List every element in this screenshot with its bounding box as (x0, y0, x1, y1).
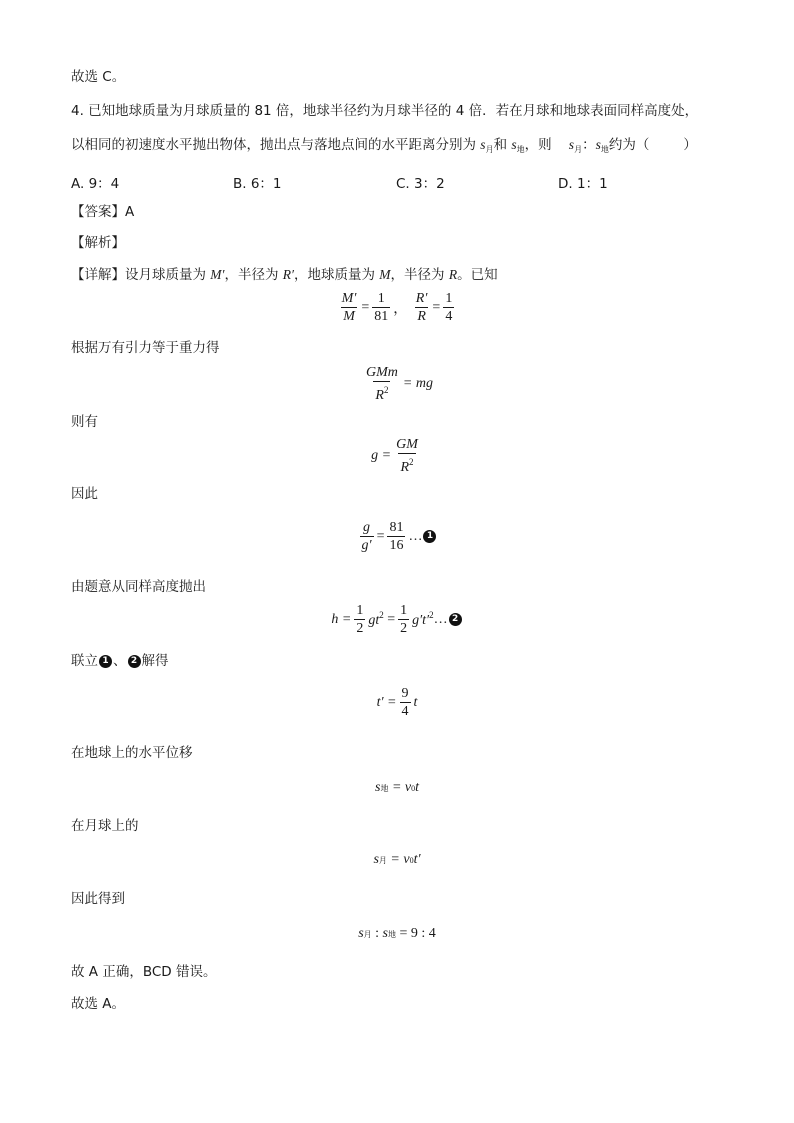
circled-one-icon: 1 (423, 530, 436, 543)
equation-ratio: s 月 : s 地 = 9 : 4 (358, 926, 436, 941)
equation-g: g = $\frac{GM}{R^2}$ (371, 437, 418, 475)
equation-mass-radius-ratio: $\frac{M'}{M}$ = $\frac{1}{81}$ ， $\frac{R'}{R}$ = $\frac{1}{4}$ (341, 291, 453, 324)
result-text: 因此得到 (71, 891, 125, 907)
answer-label: 【答案】A (71, 204, 135, 220)
equation-g-ratio: $\frac{g}{g'}$ = $\frac{81}{16}$ … 1 (0, 519, 794, 554)
moon-text: 在月球上的 (71, 818, 139, 834)
detail-intro: 【详解】设月球质量为 M′，半径为 R′，地球质量为 M，半径为 R。已知 (71, 267, 498, 283)
q4-text: 以相同的初速度水平抛出物体，抛出点与落地点间的水平距离分别为 (71, 137, 481, 153)
combine-text: 联立 1 、 2 解得 (71, 653, 169, 669)
option-d: D. 1：1 (558, 176, 608, 192)
from-question-text: 由题意从同样高度抛出 (71, 579, 206, 595)
q4-colon: ： (582, 137, 596, 153)
previous-answer: 故选 C。 (71, 69, 126, 85)
q4-about: 约为（ (608, 137, 650, 153)
earth-displacement-text: 在地球上的水平位移 (71, 745, 193, 761)
therefore-text: 因此 (71, 486, 98, 502)
s-moon-symbol: $s_月$ (480, 137, 494, 154)
question-4-line-2 (71, 136, 697, 159)
then-text: 则有 (71, 414, 98, 430)
equation-moon-displacement: s 月 = v 0 t′ (373, 852, 421, 867)
question-4-line-1: 4. 已知地球质量为月球质量的 81 倍，地球半径约为月球半径的 4 倍．若在月球和地球表面同样高度处， (71, 103, 699, 119)
s-earth-symbol: $s_地$ (511, 137, 525, 154)
option-a: A. 9：4 (71, 176, 120, 192)
equation-height: h = $\frac{1}{2}$ $gt^2$ = $\frac{1}{2}$ $g't'^2$ … 2 (0, 602, 794, 637)
final-answer-text: 故选 A。 (71, 996, 126, 1012)
s-moon-symbol-2: $s_月$ (568, 137, 583, 154)
q4-then: ，则 (524, 137, 552, 153)
s-earth-symbol-2: $s_地$ (595, 137, 609, 154)
circled-two-icon: 2 (449, 613, 462, 626)
circled-two-icon: 2 (128, 655, 141, 668)
equation-earth-displacement: s 地 = v 0 t (374, 780, 419, 795)
option-c: C. 3：2 (396, 176, 445, 192)
equation-time: t′ = $\frac{9}{4}$ t (376, 686, 418, 719)
equation-gravity: $\frac{\text{GMm}}{R^2}$ = mg (366, 365, 433, 403)
conclusion-text: 故 A 正确，BCD 错误。 (71, 964, 217, 980)
q4-close-paren: ） (683, 137, 697, 153)
q4-and: 和 (493, 137, 512, 153)
analysis-label: 【解析】 (71, 235, 125, 251)
gravity-text: 根据万有引力等于重力得 (71, 340, 220, 356)
option-b: B. 6：1 (233, 176, 282, 192)
circled-one-icon: 1 (99, 655, 112, 668)
